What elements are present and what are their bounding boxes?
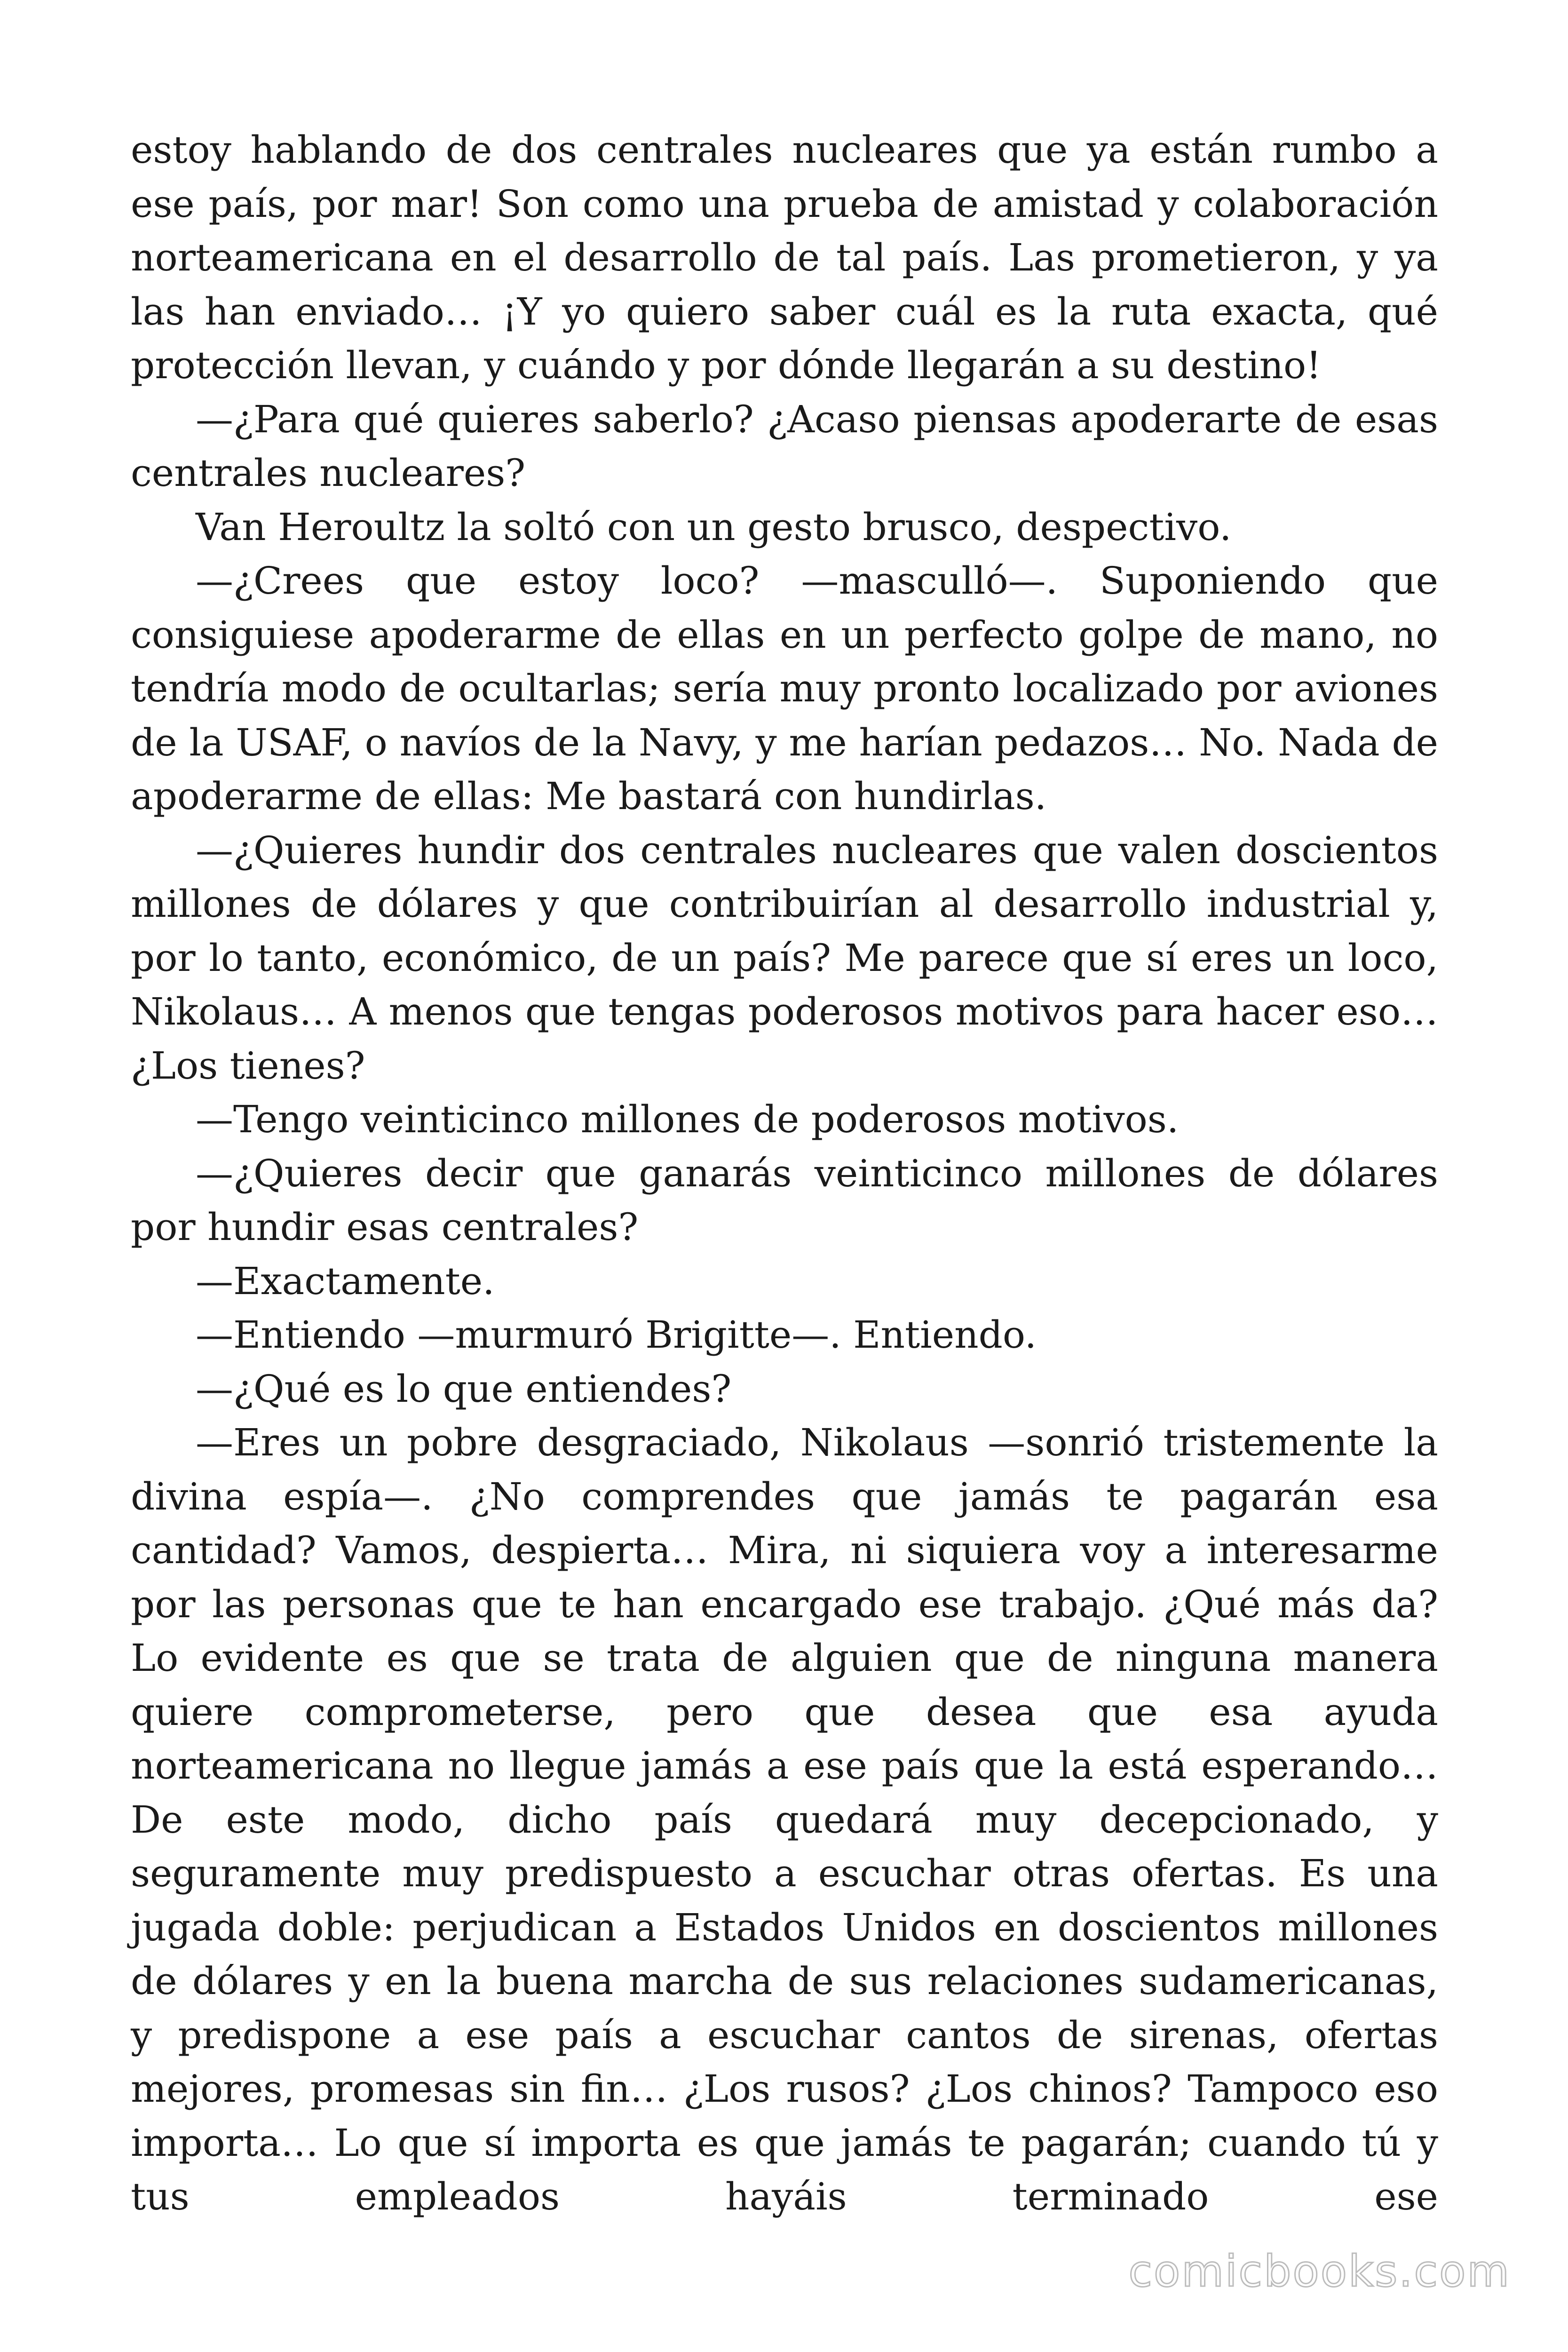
paragraph: —¿Crees que estoy loco? —mascullό—. Suponiendo que consiguiese apoderarme de ellas en un perfecto golpe de mano, no tendría modo de ocultarlas; sería muy pronto localizado por aviones de la USAF, o navíos de la Navy, y me harían pedazos… No. Nada de apoderarme de ellas: Me bastará con hundirlas. [131, 559, 1438, 818]
paragraph: —Eres un pobre desgraciado, Nikolaus —sonrió tristemente la divina espía—. ¿No comprendes que jamás te pagarán esa cantidad? Vamos, despierta… Mira, ni siquiera voy a interesarme por las personas que te han encargado ese trabajo. ¿Qué más da? Lo evidente es que se trata de alguien que de ninguna manera quiere comprometerse, pero que desea que esa ayuda norteamericana no llegue jamás a ese país que la está esperando… De este modo, dicho país quedará muy decepcionado, y seguramente muy predispuesto a escuchar otras ofertas. Es una jugada doble: perjudican a Estados Unidos en doscientos millones de dólares y en la buena marcha de sus relaciones sudamericanas, y predispone a ese país a escuchar cantos de sirenas, ofertas mejores, promesas sin fin… ¿Los rusos? ¿Los chinos? Tampoco eso importa… Lo que sí importa es que jamás te pagarán; cuando tú y tus empleados hayáis terminado ese [131, 1421, 1438, 2218]
watermark: comicbooks.com [1128, 2246, 1511, 2296]
paragraph: —¿Para qué quieres saberlo? ¿Acaso piensas apoderarte de esas centrales nucleares? [131, 397, 1438, 495]
paragraph: —¿Quieres hundir dos centrales nucleares que valen doscientos millones de dólares y que contribuirían al desarrollo industrial y, por lo tanto, económico, de un país? Me parece que sí eres un loco, Nikolaus… A menos que tengas poderosos motivos para hacer eso… ¿Los tienes? [131, 828, 1438, 1088]
paragraph: —Exactamente. [196, 1259, 495, 1303]
page-text [131, 123, 1438, 2224]
paragraph: —Tengo veinticinco millones de poderosos motivos. [196, 1097, 1179, 1141]
paragraph: estoy hablando de dos centrales nucleares que ya están rumbo a ese país, por mar! Son como una prueba de amistad y colaboración norteamericana en el desarrollo de tal país. Las prometieron, y ya las han enviado… ¡Y yo quiero saber cuál es la ruta exacta, qué protección llevan, y cuándo y por dónde llegarán a su destino! [131, 128, 1438, 387]
paragraph: —¿Quieres decir que ganarás veinticinco millones de dólares por hundir esas centrales? [131, 1151, 1438, 1249]
paragraph: —¿Qué es lo que entiendes? [196, 1367, 732, 1411]
paragraph: —Entiendo —murmuró Brigitte—. Entiendo. [196, 1313, 1037, 1357]
paragraph: Van Heroultz la soltó con un gesto brusco, despectivo. [196, 505, 1232, 549]
